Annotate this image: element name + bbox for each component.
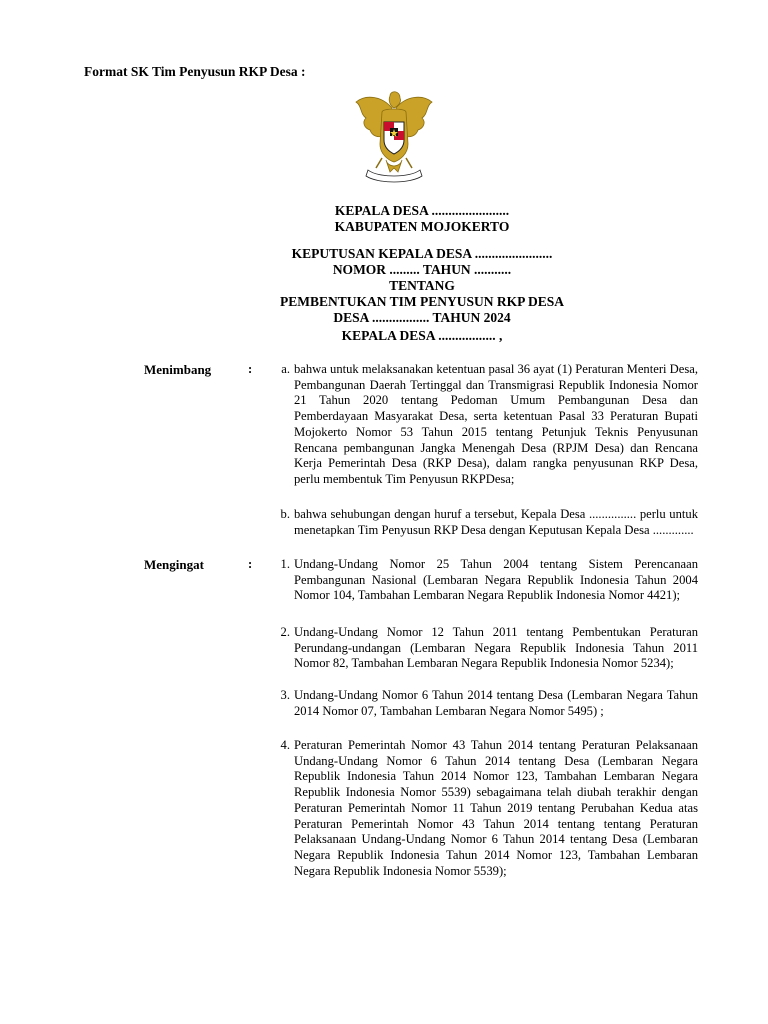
issuer-block <box>232 203 612 235</box>
item-text: bahwa sehubungan dengan huruf a tersebut, Kepala Desa ............... perlu untuk menetapkan Tim Penyusun RKP Desa dengan Keputusan Kepala Desa ............. <box>294 507 698 537</box>
decree-number: NOMOR ......... TAHUN ........... <box>332 262 512 277</box>
regency-name: KABUPATEN MOJOKERTO <box>334 219 510 234</box>
document-heading: Format SK Tim Penyusun RKP Desa : <box>84 64 306 79</box>
item-marker: a. <box>281 362 290 376</box>
item-marker: 2. <box>280 625 290 639</box>
item-text: Undang-Undang Nomor 25 Tahun 2004 tentang Sistem Perencanaan Pembangunan Nasional (Lembaran Negara Republik Indonesia Tahun 2004 Nomor 104, Tambahan Lembaran Negara Republik Indonesia Nomor 4421); <box>294 557 698 603</box>
decree-village-year: DESA ................. TAHUN 2024 <box>333 310 511 325</box>
decree-about: TENTANG <box>389 278 455 293</box>
mengingat-colon: : <box>248 557 253 571</box>
item-marker: 1. <box>280 557 290 571</box>
decree-subject: PEMBENTUKAN TIM PENYUSUN RKP DESA <box>279 294 565 309</box>
signatory-heading: KEPALA DESA ................. , <box>341 328 503 343</box>
item-marker: b. <box>280 507 290 521</box>
item-text: Undang-Undang Nomor 12 Tahun 2011 tentang Pembentukan Peraturan Perundang-undangan (Lembaran Negara Republik Indonesia Tahun 2011 Nomor 82, Tambahan Lembaran Negara Republik Indonesia Nomor 5234); <box>294 625 698 671</box>
menimbang-colon: : <box>248 362 253 376</box>
decree-title-block <box>232 246 612 326</box>
decree-type: KEPUTUSAN KEPALA DESA ....................... <box>291 246 553 261</box>
mengingat-label: Mengingat <box>144 557 204 572</box>
item-marker: 3. <box>280 688 290 702</box>
item-marker: 4. <box>280 738 290 752</box>
item-text: Undang-Undang Nomor 6 Tahun 2014 tentang Desa (Lembaran Negara Tahun 2014 Nomor 07, Tambahan Lembaran Negara Nomor 5495) ; <box>294 688 698 718</box>
garuda-emblem-icon <box>352 88 436 184</box>
item-text: bahwa untuk melaksanakan ketentuan pasal 36 ayat (1) Peraturan Menteri Desa, Pembangunan Daerah Tertinggal dan Transmigrasi Republik Indonesia Nomor 21 Tahun 2020 tentang Pedoman Umum Pembangunan Desa dan Pemberdayaan Masyarakat Desa, serta ketentuan Pasal 33 Peraturan Bupati Mojokerto Nomor 53 Tahun 2015 tentang Petunjuk Teknis Penyusunan Rencana pembangunan Jangka Menengah Desa (RPJM Desa) dan Rencana Kerja Pemerintah Desa (RKP Desa), dalam rangka penyusunan RKP Desa, perlu membentuk Tim Penyusun RKPDesa; <box>294 362 698 486</box>
item-text: Peraturan Pemerintah Nomor 43 Tahun 2014 tentang Peraturan Pelaksanaan Undang-Undang Nomor 6 Tahun 2014 tentang Desa (Lembaran Negara Republik Indonesia Tahun 2014 Nomor 123, Tambahan Lembaran Negara Republik Indonesia Nomor 5539) sebagaimana telah diubah terakhir dengan Peraturan Pemerintah Nomor 11 Tahun 2019 tentang Perubahan Kedua atas Peraturan Pemerintah Nomor 43 Tahun 2014 tentang tentang Peraturan Pelaksanaan Undang-Undang Nomor 6 Tahun 2014 tentang Desa (Lembaran Negara Republik Indonesia Tahun 2014 Nomor 123, Tambahan Lembaran Negara Republik Indonesia Nomor 5539); <box>294 738 698 878</box>
menimbang-label: Menimbang <box>144 362 212 377</box>
issuer-title: KEPALA DESA ....................... <box>334 203 510 218</box>
